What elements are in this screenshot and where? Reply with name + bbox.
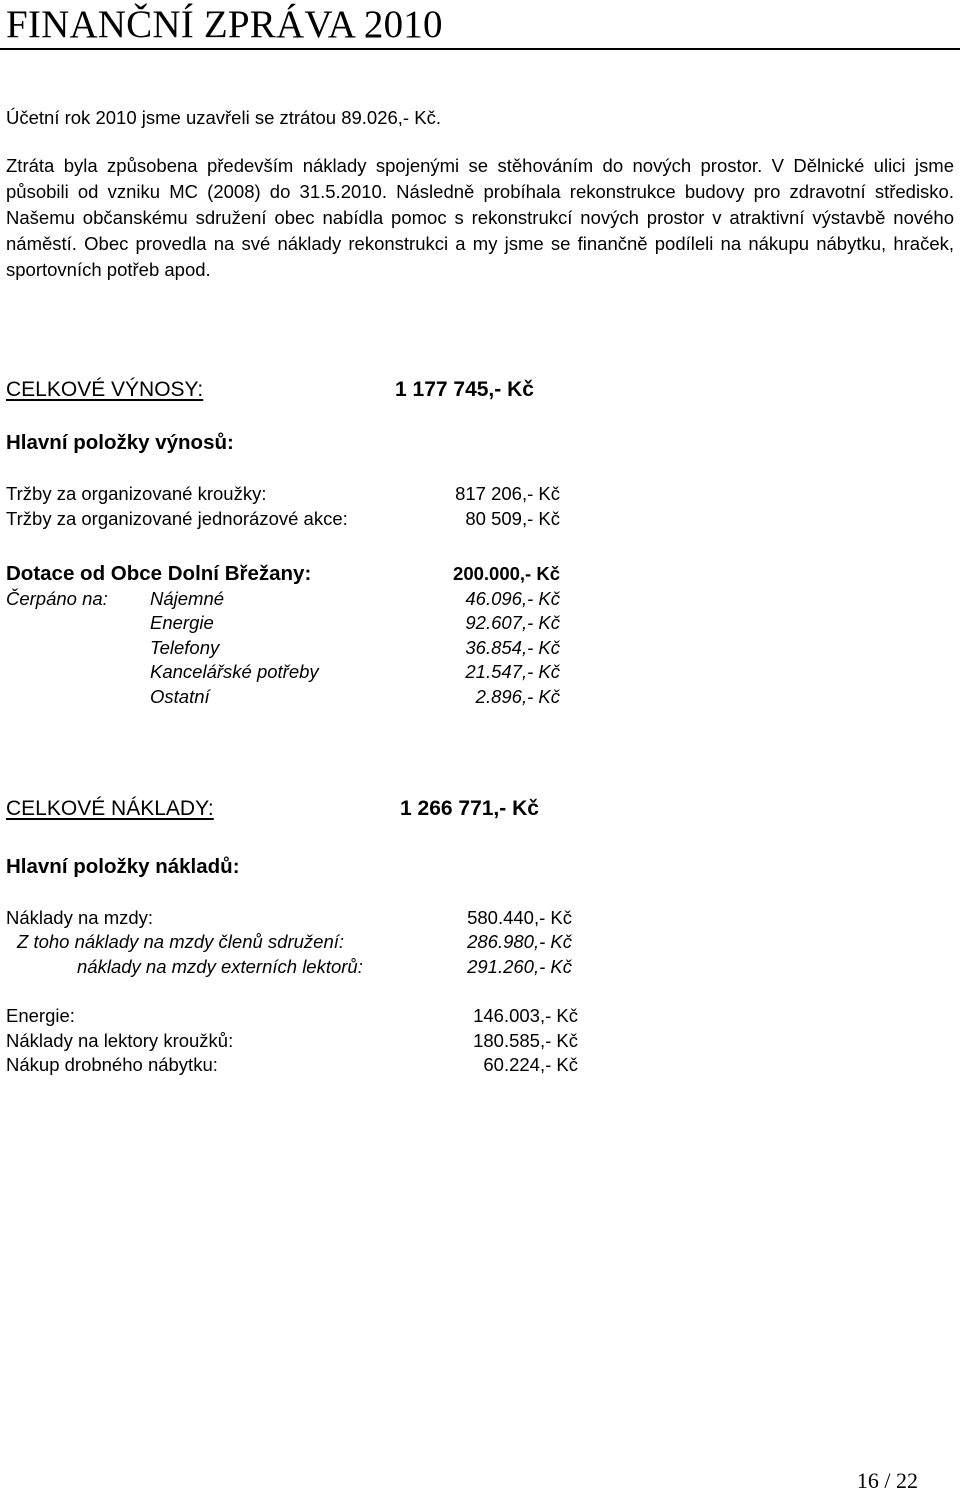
costs-total: 1 266 771,- Kč (400, 797, 539, 820)
revenue-heading: CELKOVÉ VÝNOSY: (6, 378, 204, 401)
revenue-item-label: Tržby za organizované jednorázové akce: (6, 508, 348, 529)
revenue-item-value: 817 206,- Kč (455, 483, 560, 504)
subsidy-value: 200.000,- Kč (453, 563, 560, 584)
drawn-item-label: Energie (150, 612, 214, 633)
revenue-subheading: Hlavní položky výnosů: (6, 431, 234, 454)
subsidy-label: Dotace od Obce Dolní Břežany: (6, 562, 312, 585)
drawn-item-label: Kancelářské potřeby (150, 661, 319, 682)
drawn-label: Čerpáno na: (6, 588, 108, 609)
page-number: 16 / 22 (856, 1468, 918, 1493)
cost-item-value: 60.224,- Kč (483, 1054, 578, 1075)
drawn-item-value: 36.854,- Kč (465, 637, 560, 658)
cost-item-label: Náklady na lektory kroužků: (6, 1030, 234, 1051)
wages-label: Náklady na mzdy: (6, 907, 154, 928)
cost-item-value: 180.585,- Kč (473, 1030, 578, 1051)
wages-value: 580.440,- Kč (467, 907, 572, 928)
cost-item-value: 146.003,- Kč (473, 1005, 578, 1026)
drawn-item-label: Nájemné (150, 588, 225, 609)
title-divider (0, 48, 960, 50)
drawn-item-label: Telefony (150, 637, 220, 658)
intro-paragraph-2: Ztráta byla způsobena především náklady spojenými se stěhováním do nových prostor. V Dělnické ulici jsme působili od vzniku MC (2008) do 31.5.2010. Následně probíhala rekonstrukce budovy pro zdravotní středisko. Našemu občanskému sdružení obec nabídla pomoc s rekonstrukcí nových prostor v atraktivní výstavbě nového náměstí. Obec provedla na své náklady rekonstrukci a my jsme se finančně podíleli na nákupu nábytku, hraček, sportovních potřeb apod. (6, 155, 954, 280)
revenue-total: 1 177 745,- Kč (395, 378, 534, 401)
costs-subheading: Hlavní položky nákladů: (6, 855, 240, 878)
cost-item-label: Energie: (6, 1005, 75, 1026)
wages-members-label: Z toho náklady na mzdy členů sdružení: (17, 931, 345, 952)
revenue-item-label: Tržby za organizované kroužky: (6, 483, 267, 504)
wages-external-label: náklady na mzdy externích lektorů: (77, 956, 363, 977)
drawn-item-value: 2.896,- Kč (475, 686, 560, 707)
cost-item-label: Nákup drobného nábytku: (6, 1054, 218, 1075)
drawn-item-label: Ostatní (150, 686, 210, 707)
drawn-item-value: 92.607,- Kč (465, 612, 560, 633)
costs-heading: CELKOVÉ NÁKLADY: (6, 797, 214, 820)
wages-external-value: 291.260,- Kč (467, 956, 572, 977)
drawn-item-value: 46.096,- Kč (465, 588, 560, 609)
drawn-item-value: 21.547,- Kč (465, 661, 560, 682)
page-title: FINANČNÍ ZPRÁVA 2010 (6, 3, 443, 46)
revenue-item-value: 80 509,- Kč (465, 508, 560, 529)
wages-members-value: 286.980,- Kč (467, 931, 572, 952)
intro-paragraph-1: Účetní rok 2010 jsme uzavřeli se ztrátou 89.026,- Kč. (6, 107, 441, 128)
